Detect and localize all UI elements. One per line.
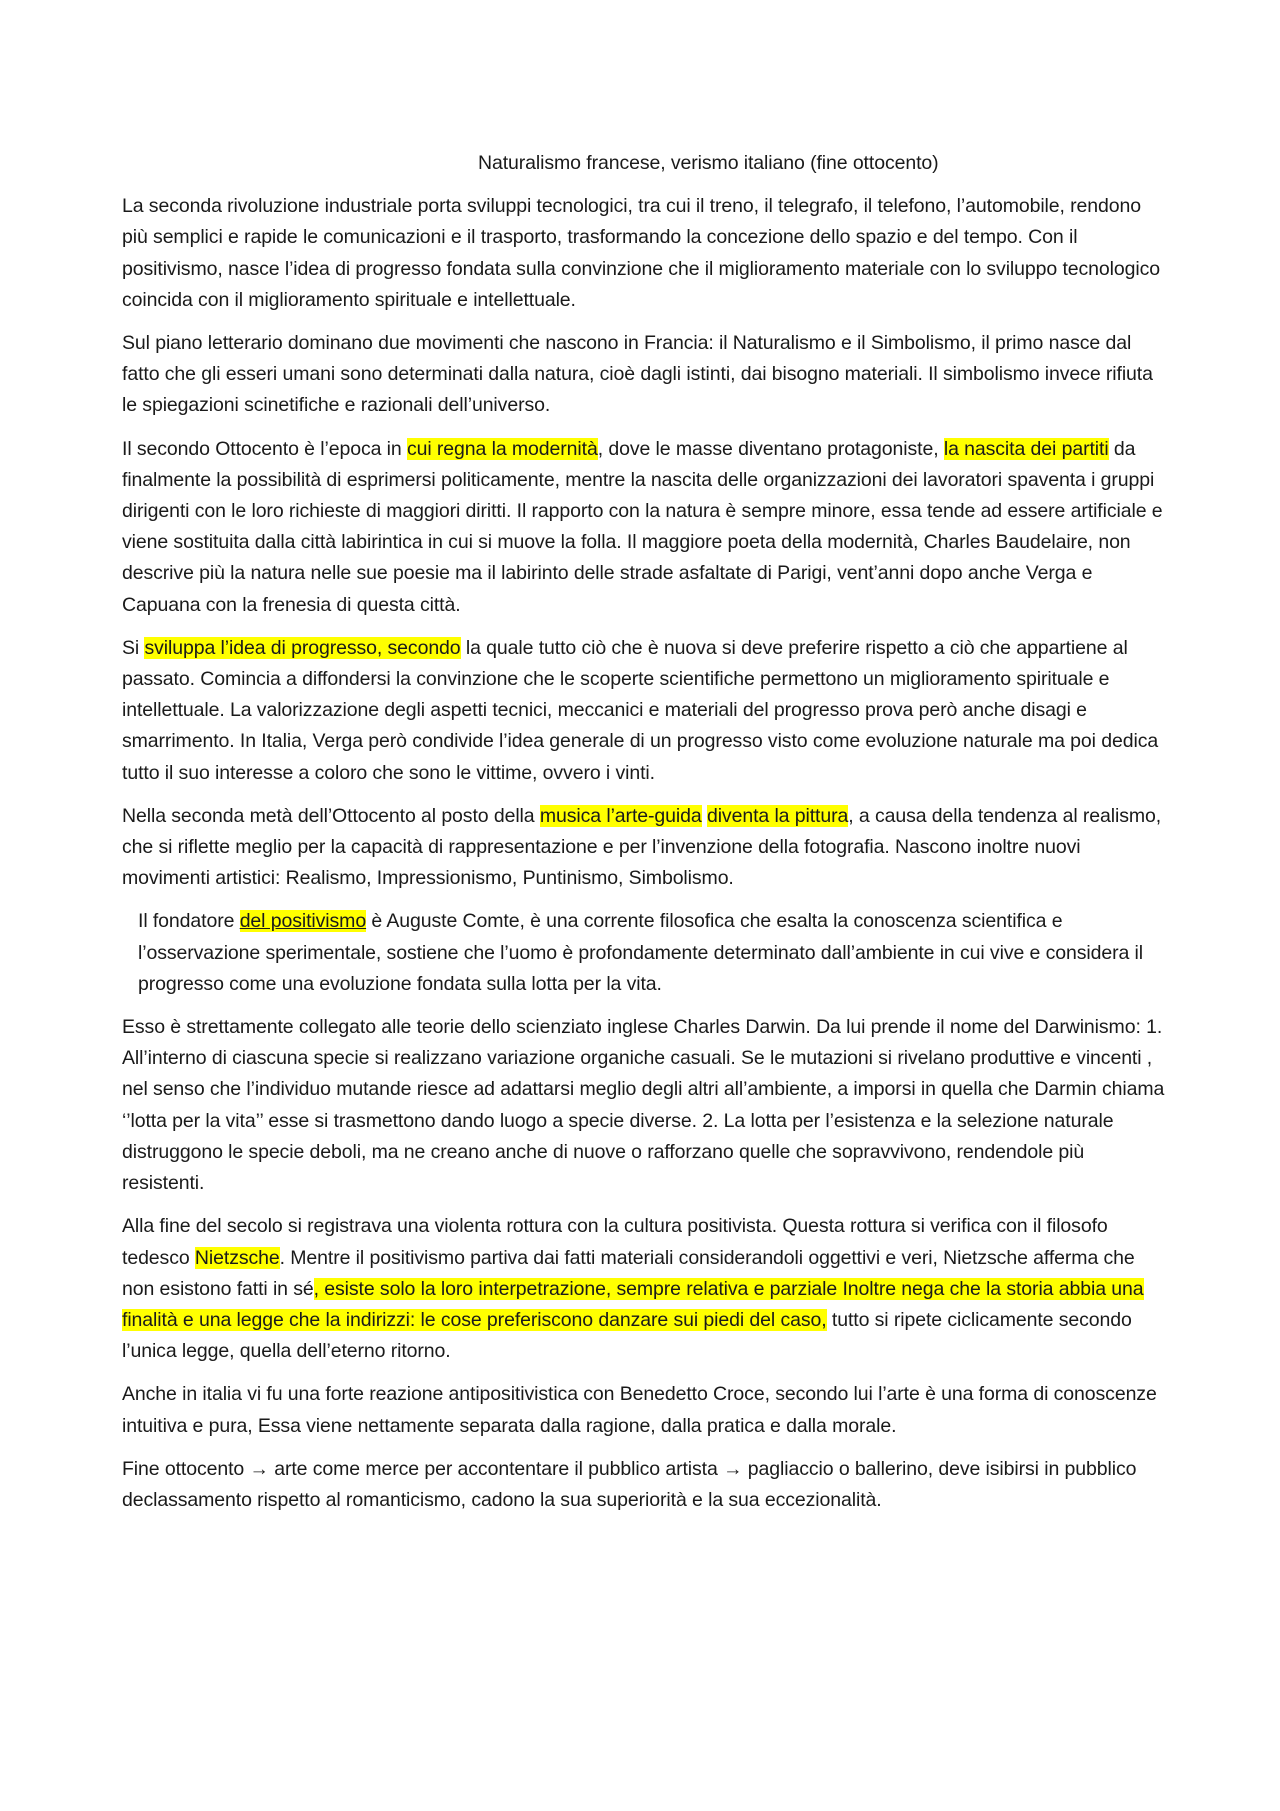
text-run: , dove le masse diventano protagoniste,: [597, 437, 944, 460]
arrow-right-icon: →: [249, 1457, 269, 1480]
paragraph-progress: [122, 633, 1167, 789]
text-run: Si: [122, 636, 145, 659]
highlighted-text: , esiste solo la loro interpetrazione, sempre relativa e parziale Inoltre nega che la storia abbia una finalità e una legge che la indirizzi: le cose preferiscono danzare sui piedi del caso,: [122, 1277, 1144, 1331]
text-run: pagliaccio o ballerino, deve isibirsi in pubblico declassamento rispetto al romanticismo, cadono la sua superiorità e la sua eccezionalità.: [122, 1457, 1137, 1511]
paragraph-positivism: [122, 906, 1167, 1000]
arrow-right-icon: →: [723, 1457, 743, 1480]
text-run: arte come merce per accontentare il pubblico artista: [268, 1457, 724, 1480]
text-run: Il fondatore: [138, 910, 240, 933]
text-run: Nella seconda metà dell’Ottocento al posto della: [122, 804, 540, 827]
paragraph-croce: Anche in italia vi fu una forte reazione antipositivistica con Benedetto Croce, secondo lui l’arte è una forma di conoscenze intuitiva e pura, Essa viene nettamente separata dalla ragione, dalla pratica e dalla morale.: [122, 1383, 1157, 1437]
highlighted-text: cui regna la modernità: [406, 437, 598, 460]
text-run: la quale tutto ciò che è nuova si deve preferire rispetto a ciò che appartiene al passato. Comincia a diffondersi la convinzione che le scoperte scientifiche permettono un miglioramento spirituale e intellettuale. La valorizzazione degli aspetti tecnici, meccanici e materiali del progresso prova però anche disagi e smarrimento. In Italia, Verga però condivide l’idea generale di un progresso visto come evoluzione naturale ma poi dedica tutto il suo interesse a coloro che sono le vittime, ovvero i vinti.: [122, 636, 1159, 784]
highlighted-text: la nascita dei partiti: [943, 437, 1109, 460]
text-run: Alla fine del secolo si registrava una violenta rottura con la cultura positivista. Questa rottura si verifica con il filosofo tedesco: [122, 1215, 1108, 1269]
highlighted-text: Nietzsche: [194, 1246, 280, 1269]
paragraph-modernity: [122, 434, 1167, 621]
text-run: , a causa della tendenza al realismo, che si riflette meglio per la capacità di rappresentazione e per l’invenzione della fotografia. Nascono inoltre nuovi movimenti artistici: Realismo, Impressionismo, Puntinismo, Simbolismo.: [122, 804, 1162, 890]
paragraph-nietzsche: [122, 1211, 1167, 1367]
paragraph-end-of-century: [122, 1454, 1167, 1516]
paragraph-literary-movements: Sul piano letterario dominano due movimenti che nascono in Francia: il Naturalismo e il Simbolismo, il primo nasce dal fatto che gli esseri umani sono determinati dalla natura, cioè dagli istinti, dai bisogno materiali. Il simbolismo invece rifiuta le spiegazioni scinetifiche e razionali dell’universo.: [122, 332, 1153, 417]
highlighted-text: sviluppa l’idea di progresso, secondo: [144, 636, 461, 659]
paragraph-industrial-revolution: La seconda rivoluzione industriale porta sviluppi tecnologici, tra cui il treno, il telegrafo, il telefono, l’automobile, rendono più semplici e rapide le comunicazioni e il trasporto, trasformando la concezione dello spazio e del tempo. Con il positivismo, nasce l’idea di progresso fondata sulla convinzione che il miglioramento materiale con lo sviluppo tecnologico coincida con il miglioramento spirituale e intellettuale.: [122, 195, 1161, 311]
text-run: è Auguste Comte, è una corrente filosofica che esalta la conoscenza scientifica e l’osservazione sperimentale, sostiene che l’uomo è profondamente determinato dall’ambiente in cui vive e considera il progresso come una evoluzione fondata sulla lotta per la vita.: [138, 910, 1144, 995]
highlighted-text: diventa la pittura: [706, 804, 849, 827]
text-run: Il secondo Ottocento è l’epoca in: [122, 437, 407, 460]
text-run: . Mentre il positivismo partiva dai fatti materiali considerandoli oggettivi e veri, Nietzsche afferma che non esistono fatti in sé: [122, 1246, 1135, 1300]
highlighted-underlined-text: del positivismo: [239, 910, 367, 933]
paragraph-painting: [122, 801, 1167, 895]
highlighted-text: musica l’arte-guida: [539, 804, 702, 827]
document-title: Naturalismo francese, verismo italiano (fine ottocento): [478, 152, 939, 174]
text-run: da finalmente la possibilità di esprimersi politicamente, mentre la nascita delle organizzazioni dei lavoratori spaventa i gruppi dirigenti con le loro richieste di maggiori diritti. Il rapporto con la natura è sempre minore, essa tende ad essere artificiale e viene sostituita dalla città labirintica in cui si muove la folla. Il maggiore poeta della modernità, Charles Baudelaire, non descrive più la natura nelle sue poesie ma il labirinto delle strade asfaltate di Parigi, vent’anni dopo anche Verga e Capuana con la frenesia di questa città.: [122, 437, 1163, 616]
paragraph-darwinism: Esso è strettamente collegato alle teorie dello scienziato inglese Charles Darwin. Da lui prende il nome del Darwinismo: 1. All’interno di ciascuna specie si realizzano variazione organiche casuali. Se le mutazioni si rivelano produttive e vincenti , nel senso che l’individuo mutande riesce ad adattarsi meglio degli altri all’ambiente, a imporsi in quella che Darmin chiama ‘’lotta per la vita’’ esse si trasmettono dando luogo a specie diverse. 2. La lotta per l’esistenza e la selezione naturale distruggono le specie deboli, ma ne creano anche di nuove o rafforzano quelle che sopravvivono, rendendole più resistenti.: [122, 1016, 1165, 1195]
text-run: tutto si ripete ciclicamente secondo l’unica legge, quella dell’eterno ritorno.: [122, 1308, 1132, 1363]
document-page: [122, 148, 1167, 1528]
text-run: Fine ottocento: [122, 1457, 250, 1480]
